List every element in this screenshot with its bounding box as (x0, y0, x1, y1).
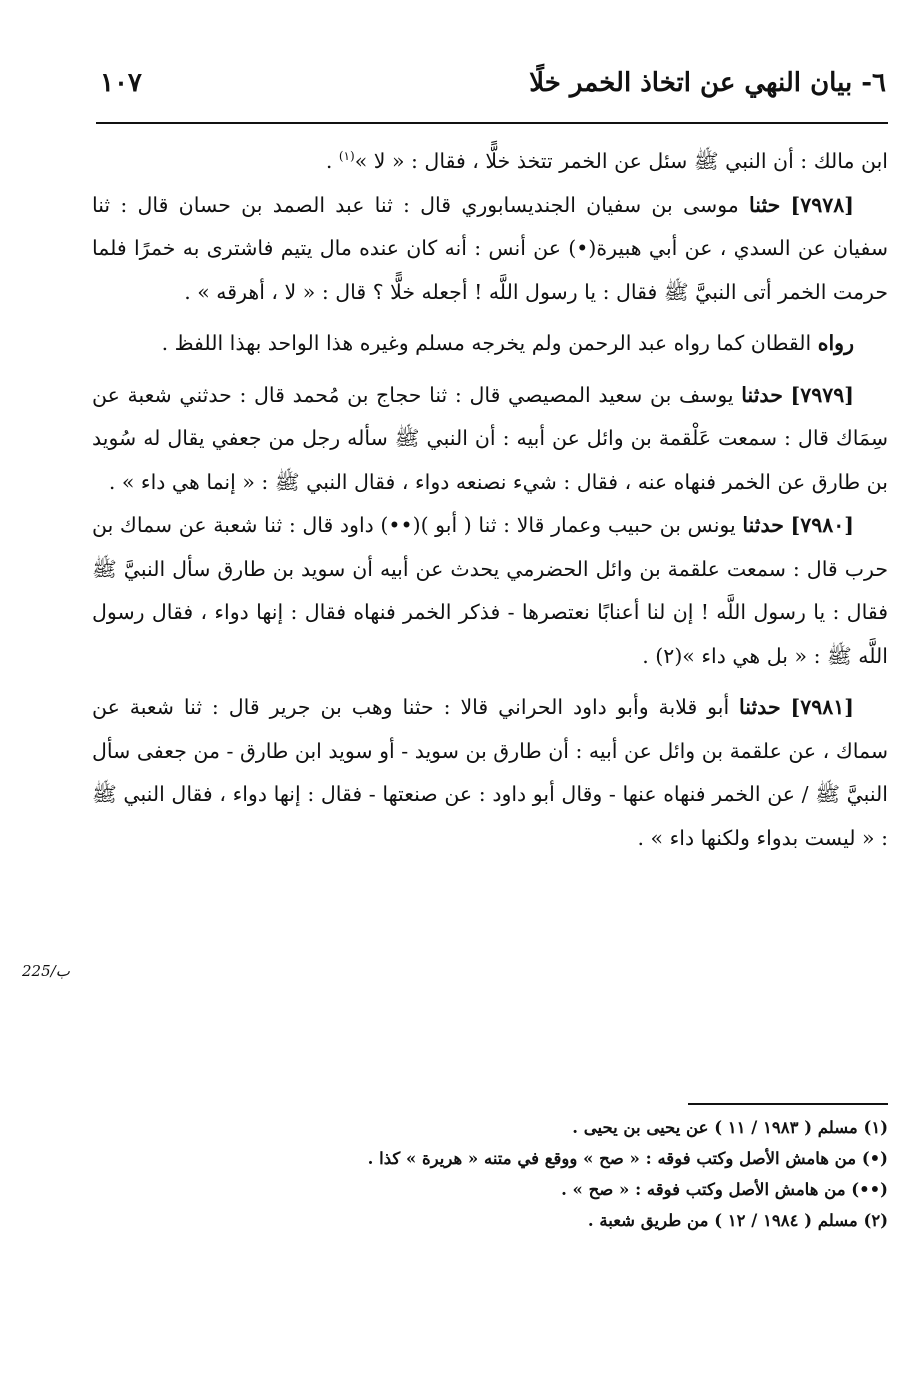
hadith-text: يونس بن حبيب وعمار قالا : ثنا ( أبو )(••) داود قال : ثنا شعبة عن سماك بن حرب قال : سمعت علقمة بن وائل الحضرمي يحدث عن أبيه أن سويد بن طارق سأل النبيَّ ﷺ فقال : يا رسول اللَّه ! إن لنا أعنابًا نعتصرها - فذكر الخمر فنهاه فقال : إنها دواء ، فقال رسول اللَّه ﷺ : « بل هي داء »(٢) . (92, 513, 888, 668)
footnotes (68, 1112, 888, 1236)
hadith-text: موسى بن سفيان الجنديسابوري قال : ثنا عبد الصمد بن حسان قال : ثنا سفيان عن السدي ، عن أبي هبيرة(•) عن أنس : أنه كان عنده مال يتيم فاشترى به خمرًا فلما حرمت الخمر أتى النبيَّ ﷺ فقال : يا رسول اللَّه ! أجعله خلًّا ؟ قال : « لا ، أهرقه » . (92, 192, 888, 304)
hadith-7978 (92, 184, 888, 315)
main-text (92, 140, 888, 860)
hadith-7979 (92, 374, 888, 505)
hadith-text: يوسف بن سعيد المصيصي قال : ثنا حجاج بن مُحمد قال : حدثني شعبة عن سِمَاك قال : سمعت عَلْقمة بن وائل عن أبيه : أن النبي ﷺ سأله رجل من جعفي يقال له سُويد بن طارق عن الخمر فنهاه عنه ، فقال : شيء نصنعه دواء ، فقال النبي ﷺ : « إنما هي داء » . (92, 382, 888, 494)
hadith-7980 (92, 504, 888, 678)
hadith-7981 (92, 686, 888, 860)
footnote-ref: (١) (338, 149, 355, 164)
hadith-text: أبو قلابة وأبو داود الحراني قالا : حثنا وهب بن جرير قال : ثنا شعبة عن سماك ، عن علقمة بن وائل عن أبيه : أن طارق بن سويد - أو سويد ابن طارق - من جعفى سأل النبيَّ ﷺ / عن الخمر فنهاه عنها - وقال أبو داود : عن صنعتها - فقال : إنها دواء ، فقال النبي ﷺ : « ليست بدواء ولكنها داء » . (92, 695, 888, 850)
page-number: ١٠٧ (100, 68, 142, 98)
footnote-item: (٢) مسلم ( ١٩٨٤ / ١٢ ) من طريق شعبة . (587, 1211, 888, 1230)
footnote-item: (•) من هامش الأصل وكتب فوقه : « صح » ووقع في متنه « هريرة » كذا . (367, 1149, 888, 1168)
page-header (92, 62, 886, 112)
footnote-item: (١) مسلم ( ١٩٨٣ / ١١ ) عن يحيى بن يحيى . (572, 1118, 888, 1137)
commentary-text: القطان كما رواه عبد الرحمن ولم يخرجه مسلم وغيره هذا الواحد بهذا اللفظ . (161, 331, 818, 355)
hadith-number: [٧٩٧٨] (790, 192, 854, 217)
hadith-lead: حثنا (749, 192, 781, 217)
paragraph-end: . (325, 149, 339, 173)
manuscript-folio-note: 225/ب (22, 962, 70, 980)
commentary-paragraph (92, 322, 888, 366)
footnote-item: (••) من هامش الأصل وكتب فوقه : « صح » . (561, 1180, 888, 1199)
hadith-lead: حدثنا (741, 382, 783, 407)
chapter-title: ٦- بيان النهي عن اتخاذ الخمر خلًا (529, 68, 886, 98)
footnote-divider (688, 1103, 888, 1105)
hadith-number: [٧٩٨٠] (790, 513, 854, 537)
hadith-lead: حدثنا (742, 513, 784, 537)
paragraph-continuation (92, 140, 888, 184)
hadith-number: [٧٩٨١] (790, 695, 854, 719)
header-divider (96, 122, 888, 124)
hadith-number: [٧٩٧٩] (790, 382, 854, 407)
paragraph-text: ابن مالك : أن النبي ﷺ سئل عن الخمر تتخذ خلًّا ، فقال : « لا » (354, 149, 888, 173)
hadith-lead: حدثنا (739, 695, 781, 719)
commentary-lead: رواه (817, 331, 854, 355)
